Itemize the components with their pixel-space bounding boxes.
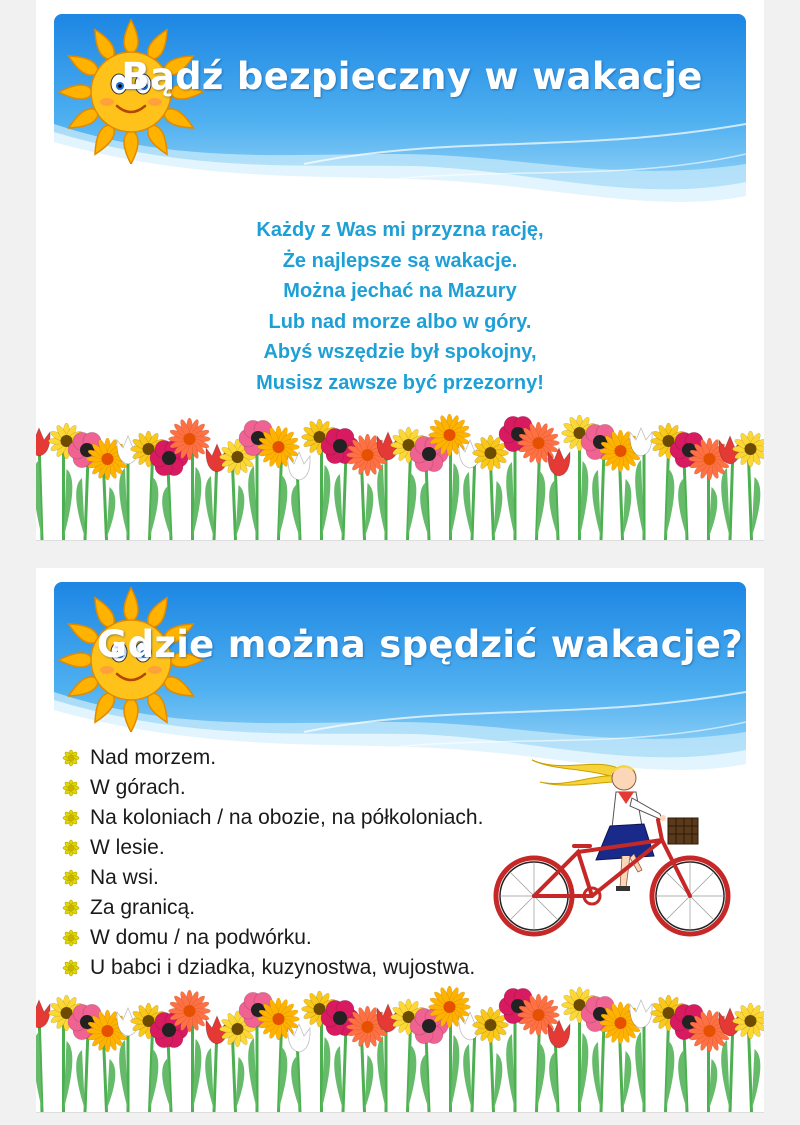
slide-2-title: Gdzie można spędzić wakacje? [96, 623, 744, 666]
flower-bullet-icon [62, 749, 80, 767]
bicycle-girl-illustration [492, 748, 742, 948]
poem-line: Każdy z Was mi przyzna rację, [256, 219, 544, 241]
flower-bullet-icon [62, 869, 80, 887]
poem-line: Musisz zawsze być przezorny! [256, 371, 544, 394]
poem [36, 215, 764, 398]
list-item-text: Nad morzem. [90, 746, 217, 769]
list-item-text: W górach. [90, 776, 186, 799]
slide-1 [36, 0, 764, 541]
flower-bullet-icon [62, 899, 80, 917]
poem-line: Abyś wszędzie był spokojny, [263, 341, 537, 363]
list-item-text: Na koloniach / na obozie, na półkoloniach. [90, 806, 484, 829]
places-list [62, 743, 483, 983]
list-item [62, 833, 483, 863]
slide-2 [36, 568, 764, 1113]
list-item [62, 743, 483, 773]
flower-bullet-icon [62, 779, 80, 797]
flower-bullet-icon [62, 929, 80, 947]
list-item [62, 923, 483, 953]
flower-bullet-icon [62, 839, 80, 857]
list-item-text: Na wsi. [90, 866, 159, 889]
list-item [62, 953, 483, 983]
list-item-text: U babci i dziadka, kuzynostwa, wujostwa. [90, 956, 476, 979]
list-item-text: W lesie. [90, 836, 165, 859]
flower-bullet-icon [62, 809, 80, 827]
list-item [62, 803, 483, 833]
tulip-border-illustration [36, 410, 764, 540]
list-item [62, 893, 483, 923]
slide-1-title: Bądź bezpieczny w wakacje [121, 55, 703, 98]
poem-line: Że najlepsze są wakacje. [282, 249, 518, 272]
list-item-text: Za granicą. [90, 896, 196, 919]
flower-bullet-icon [62, 959, 80, 977]
list-item [62, 863, 483, 893]
poem-line: Można jechać na Mazury [283, 280, 517, 302]
list-item [62, 773, 483, 803]
list-item-text: W domu / na podwórku. [90, 926, 312, 949]
poem-line: Lub nad morze albo w góry. [268, 310, 532, 333]
tulip-border-illustration [36, 982, 764, 1112]
